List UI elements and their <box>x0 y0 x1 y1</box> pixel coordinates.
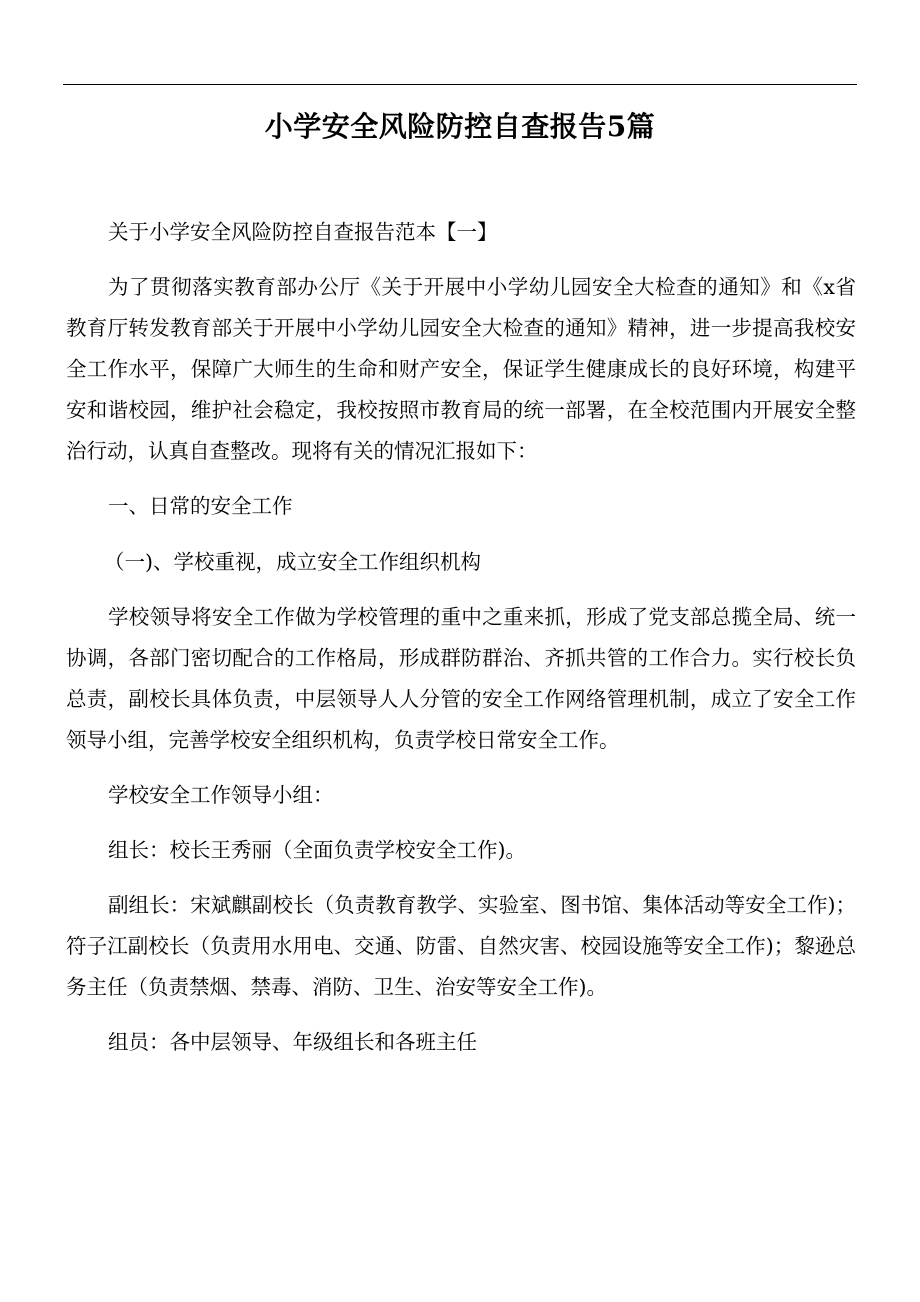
deputy-leaders-paragraph: 副组长：宋斌麒副校长（负责教育教学、实验室、图书馆、集体活动等安全工作)；符子江副校长（负责用水用电、交通、防雷、自然灾害、校园设施等安全工作)；黎逊总务主任（负责禁烟、禁毒、消防、卫生、治安等安全工作)。 <box>66 893 856 999</box>
section-heading: 关于小学安全风险防控自查报告范本【一】 <box>108 220 498 244</box>
document-title: 小学安全风险防控自查报告5篇 <box>264 109 656 143</box>
subsection-heading-organization: （一)、学校重视，成立安全工作组织机构 <box>104 550 481 574</box>
group-leader-paragraph: 组长：校长王秀丽（全面负责学校安全工作)。 <box>108 838 526 862</box>
section-heading-daily-safety: 一、日常的安全工作 <box>108 494 293 518</box>
organization-paragraph: 学校领导将安全工作做为学校管理的重中之重来抓，形成了党支部总揽全局、统一协调，各部门密切配合的工作格局，形成群防群治、齐抓共管的工作合力。实行校长负总责，副校长具体负责，中层领导人人分管的安全工作网络管理机制，成立了安全工作领导小组，完善学校安全组织机构，负责学校日常安全工作。 <box>66 605 856 752</box>
document-body <box>66 212 856 1063</box>
intro-paragraph: 为了贯彻落实教育部办公厅《关于开展中小学幼儿园安全大检查的通知》和《x省教育厅转发教育部关于开展中小学幼儿园安全大检查的通知》精神，进一步提高我校安全工作水平，保障广大师生的生命和财产安全，保证学生健康成长的良好环境，构建平安和谐校园，维护社会稳定，我校按照市教育局的统一部署，在全校范围内开展安全整治行动，认真自查整改。现将有关的情况汇报如下： <box>66 275 856 463</box>
group-members-paragraph: 组员：各中层领导、年级组长和各班主任 <box>108 1030 477 1054</box>
leadership-group-heading: 学校安全工作领导小组： <box>108 783 334 807</box>
header-rule <box>63 84 857 85</box>
